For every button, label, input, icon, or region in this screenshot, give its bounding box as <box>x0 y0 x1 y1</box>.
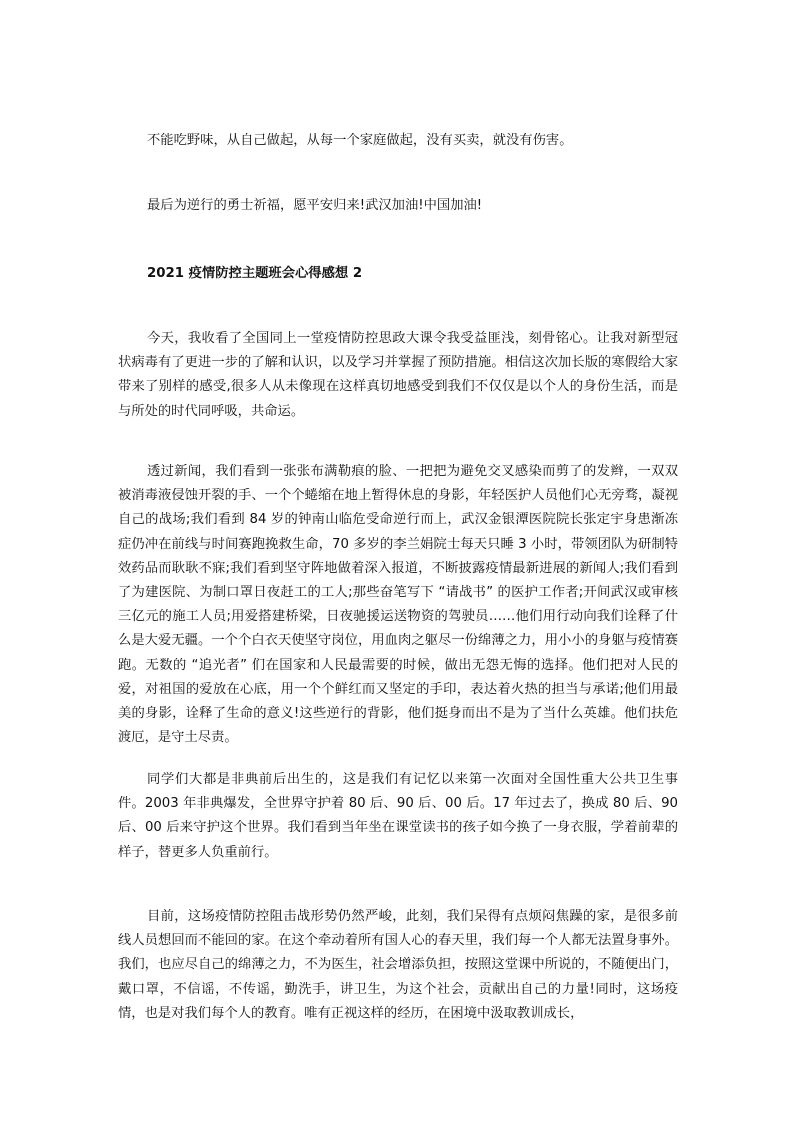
paragraph-3: 今天，我收看了全国同上一堂疫情防控思政大课令我受益匪浅，刻骨铭心。让我对新型冠状病毒有了更进一步的了解和认识，以及学习并掌握了预防措施。相信这次加长版的寒假给大家带来了别样的感受,很多人从未像现在这样真切地感受到我们不仅仅是以个人的身份生活，而是与所处的时代同呼吸，共命运。 <box>118 331 678 419</box>
paragraph-1: 不能吃野味，从自己做起，从每一个家庭做起，没有买卖，就没有伤害。 <box>147 133 573 148</box>
paragraph-2: 最后为逆行的勇士祈福，愿平安归来!武汉加油!中国加油! <box>147 198 483 213</box>
paragraph-5: 同学们大都是非典前后出生的，这是我们有记忆以来第一次面对全国性重大公共卫生事件。2003 年非典爆发，全世界守护着 80 后、90 后、00 后。17 年过去了，换成 80 后、90 后、00 后来守护这个世界。我们看到当年坐在课堂读书的孩子如今换了一身衣服，学着前辈的样子，替更多人负重前行。 <box>118 772 678 860</box>
paragraph-6: 目前，这场疫情防控阻击战形势仍然严峻，此刻，我们呆得有点烦闷焦躁的家，是很多前线人员想回而不能回的家。在这个牵动着所有国人心的春天里，我们每一个人都无法置身事外。我们，也应尽自己的绵薄之力，不为医生，社会增添负担，按照这堂课中所说的，不随便出门，戴口罩，不信谣，不传谣，勤洗手，讲卫生，为这个社会，贡献出自己的力量!同时，这场疫情，也是对我们每个人的教育。唯有正视这样的经历，在困境中汲取教训成长， <box>118 909 678 1021</box>
paragraph-4: 透过新闻，我们看到一张张布满勒痕的脸、一把把为避免交叉感染而剪了的发辫，一双双被消毒液侵蚀开裂的手、一个个蜷缩在地上暂得休息的身影，年轻医护人员他们心无旁骛，凝视自己的战场;我们看到 84 岁的钟南山临危受命逆行而上，武汉金银潭医院院长张定宇身患渐冻症仍冲在前线与时间赛跑挽救生命，70 多岁的李兰娟院士每天只睡 3 小时，带领团队为研制特效药品而耿耿不寐;我们看到坚守阵地做着深入报道，不断披露疫情最新进展的新闻人;我们看到了为建医院、为制口罩日夜赶工的工人;那些奋笔写下 “请战书” 的医护工作者;开间武汉或审核三亿元的施工人员;用爱搭建桥梁，日夜驰援运送物资的驾驶员……他们用行动向我们诠释了什么是大爱无疆。一个个白衣天使坚守岗位，用血肉之躯尽一份绵薄之力，用小小的身躯与疫情赛跑。无数的 “追光者” 们在国家和人民最需要的时候，做出无怨无悔的选择。他们把对人民的爱，对祖国的爱放在心底，用一个个鲜红而又坚定的手印，表达着火热的担当与承诺;他们用最美的身影，诠释了生命的意义!这些逆行的背影，他们挺身而出不是为了当什么英雄。他们扶危渡厄，是守土尽责。 <box>118 464 678 746</box>
section-heading: 2021 疫情防控主题班会心得感想 2 <box>147 266 363 281</box>
